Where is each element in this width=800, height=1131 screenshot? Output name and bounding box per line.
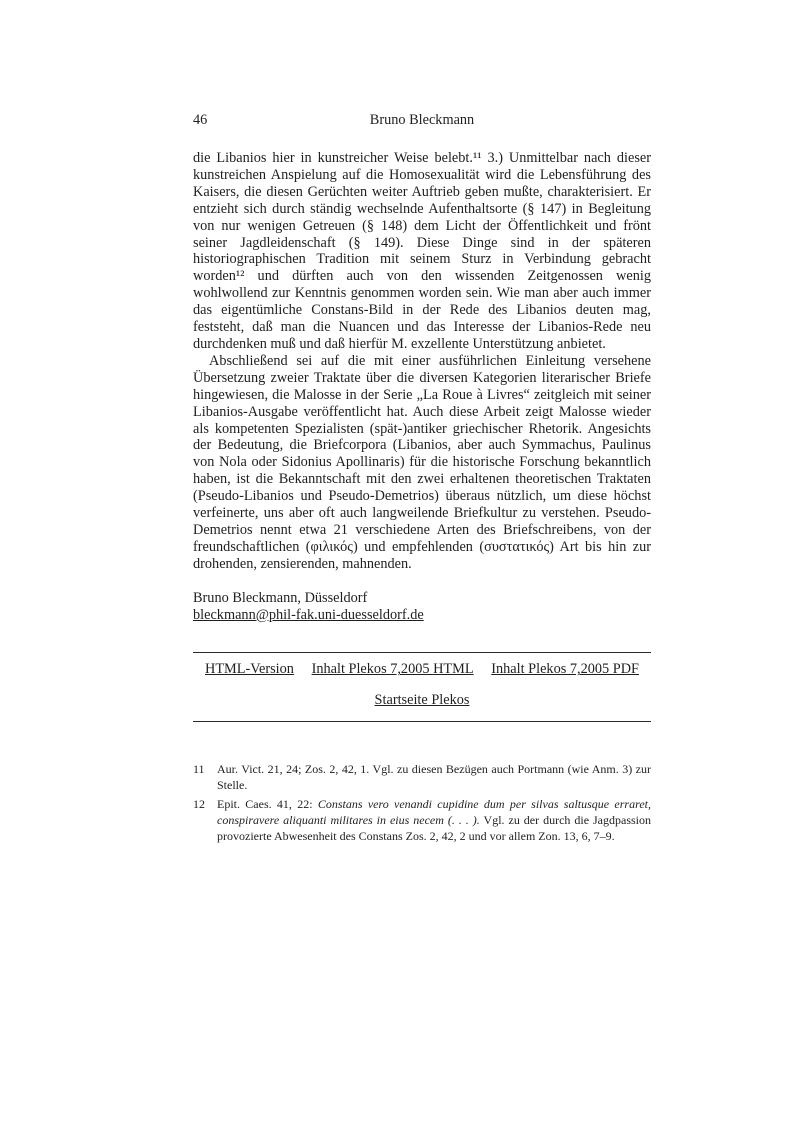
- email-link[interactable]: bleckmann@phil-fak.uni-duesseldorf.de: [193, 606, 424, 623]
- nav-link-html-version[interactable]: HTML-Version: [205, 661, 294, 678]
- nav-home-row: [193, 692, 651, 709]
- footnotes-section: [193, 762, 651, 844]
- footnote-text: Aur. Vict. 21, 24; Zos. 2, 42, 1. Vgl. zu diesen Bezügen auch Portmann (wie Anm. 3) zur Stelle.: [217, 762, 651, 792]
- signature-name: Bruno Bleckmann, Düsseldorf: [193, 589, 368, 606]
- divider-bottom: [193, 721, 651, 722]
- page-number: 46: [193, 112, 208, 128]
- page-header: [193, 112, 651, 129]
- footnote-12: [193, 797, 651, 844]
- text-block: [193, 0, 651, 844]
- nav-link-inhalt-pdf[interactable]: Inhalt Plekos 7,2005 PDF: [491, 661, 639, 678]
- signature-email-row: [193, 607, 651, 624]
- footnote-number: 11: [193, 762, 205, 777]
- nav-links-row: [193, 653, 651, 678]
- footnote-text: [217, 797, 651, 844]
- footnote-latin-quote: Constans vero venandi cupidine dum per silvas saltusque erraret, conspiravere aliquanti militares in eius necem (. . . ).: [217, 797, 651, 828]
- nav-link-startseite[interactable]: Startseite Plekos: [374, 692, 470, 709]
- footnote-citation: Epit. Caes. 41, 22:: [217, 797, 318, 812]
- running-head: Bruno Bleckmann: [369, 112, 475, 128]
- nav-link-inhalt-html[interactable]: Inhalt Plekos 7,2005 HTML: [311, 661, 474, 678]
- footnote-number: 12: [193, 797, 205, 812]
- footnote-11: [193, 762, 651, 793]
- review-body: [193, 150, 651, 623]
- signature-block: [193, 590, 651, 624]
- footnote-commentary: Vgl. zu der durch die Jagdpassion provozierte Abwesenheit des Constans Zos. 2, 42, 2 und vor allem Zon. 13, 6, 7–9.: [217, 813, 651, 843]
- body-paragraph-2: Abschließend sei auf die mit einer ausführlichen Einleitung versehene Übersetzung zweier Traktate über die diversen Kategorien literarischer Briefe hingewiesen, die Malosse in der Serie „La Roue à Livres“ zeitgleich mit seiner Libanios-Ausgabe veröffentlicht hat. Auch diese Arbeit zeigt Malosse wieder als kompetenten Spezialisten (spät-)antiker griechischer Rhetorik. Angesichts der Bedeutung, die Briefcorpora (Libanios, aber auch Symmachus, Paulinus von Nola oder Sidonius Apollinaris) für die historische Forschung bekanntlich haben, ist die Bekanntschaft mit den zwei erhaltenen theoretischen Traktaten (Pseudo-Libanios und Pseudo-Demetrios) überaus nützlich, um diese höchst verfeinerte, uns aber oft auch langweilende Briefkultur zu verstehen. Pseudo-Demetrios nennt etwa 21 verschiedene Arten des Briefschreibens, von der freundschaftlichen (φιλικός) und empfehlenden (συστατικός) Art bis hin zur drohenden, zensierenden, mahnenden.: [193, 352, 651, 572]
- body-paragraph-1: die Libanios hier in kunstreicher Weise belebt.¹¹ 3.) Unmittelbar nach dieser kunstreichen Anspielung auf die Homosexualität wird die Lebensführung des Kaisers, die diesen Gerüchten weiter Auftrieb geben mußte, charakterisiert. Er entzieht sich durch ständig wechselnde Aufenthaltsorte (§ 147) in Begleitung von nur wenigen Getreuen (§ 148) dem Licht der Öffentlichkeit und frönt seiner Jagdleidenschaft (§ 149). Diese Dinge sind in der späteren historiographischen Tradition mit seinem Sturz in Verbindung gebracht worden¹² und dürften auch von den wissenden Zeitgenossen wenig wohlwollend zur Kenntnis genommen worden sein. Wie man aber auch immer das eigentümliche Constans-Bild in der Rede des Libanios deuten mag, feststeht, daß man die Nuancen und das Interesse der Libanios-Rede neu durchdenken muß und daß hierfür M. exzellente Unterstützung anbietet.: [193, 150, 651, 352]
